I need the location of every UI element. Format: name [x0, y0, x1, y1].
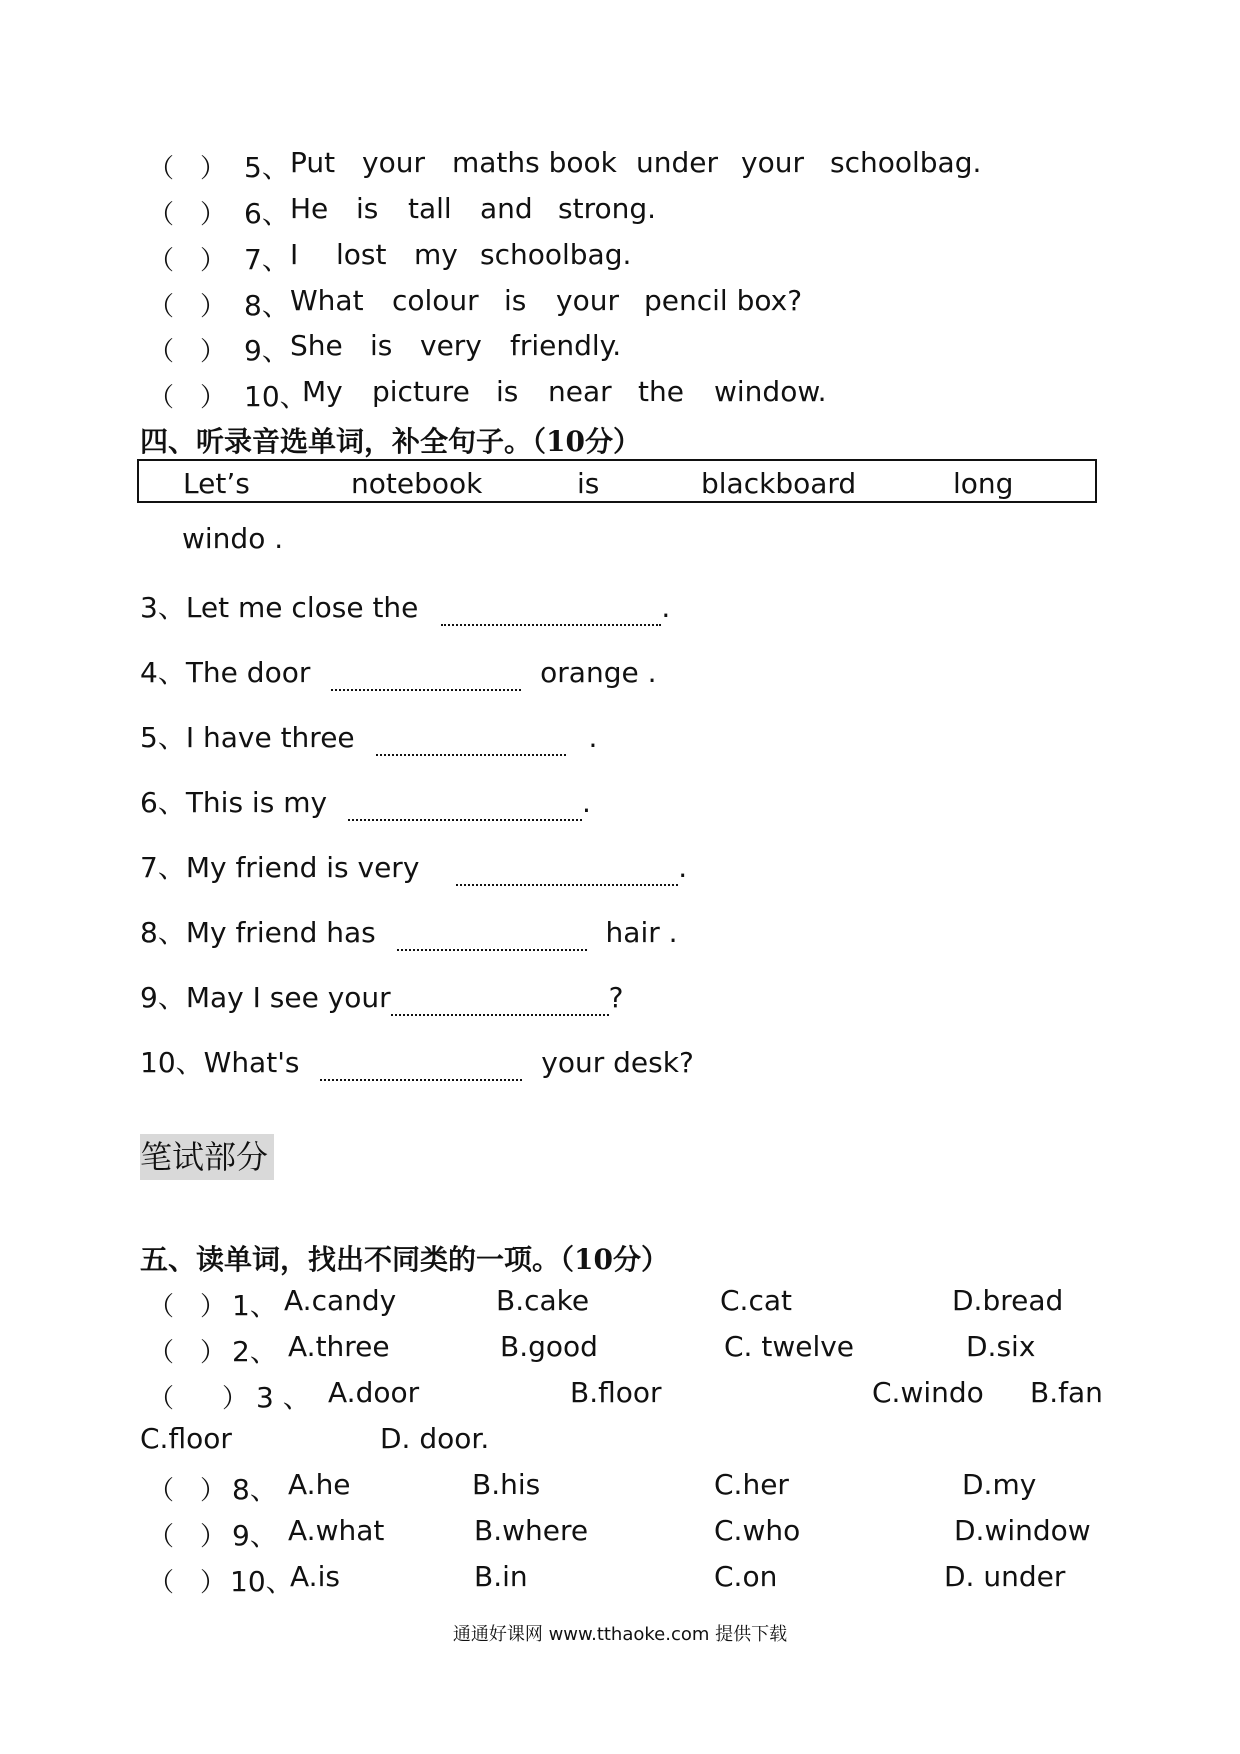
sentence-start: 6、This is my — [140, 786, 328, 819]
sentence-end: hair . — [605, 916, 678, 949]
sentence-end: ? — [608, 981, 624, 1014]
option: A.is — [290, 1560, 340, 1593]
option: B.fan — [1030, 1376, 1103, 1409]
word: under — [636, 146, 719, 179]
answer-paren-open: （ — [148, 337, 175, 367]
option: C.her — [714, 1468, 789, 1501]
sentence-end: your desk? — [541, 1046, 694, 1079]
written-section-label: 笔试部分 — [140, 1134, 274, 1180]
sentence-start: 9、May I see your — [140, 981, 391, 1014]
answer-paren-close: ） — [200, 292, 227, 322]
option: A.what — [288, 1514, 385, 1547]
answer-paren-close: ） — [200, 1522, 227, 1552]
word-bank-item: long — [953, 467, 1014, 500]
answer-paren-close: ） — [200, 383, 227, 413]
fill-sentence — [140, 781, 591, 821]
word: schoolbag. — [480, 238, 632, 271]
blank-line[interactable] — [376, 724, 566, 756]
word: I — [290, 238, 299, 271]
word: window. — [714, 375, 827, 408]
answer-paren-open: （ — [148, 383, 175, 413]
option: A.three — [288, 1330, 390, 1363]
sentence-start: 7、My friend is very — [140, 851, 420, 884]
answer-paren-close: ） — [200, 1568, 227, 1598]
option: B.cake — [496, 1284, 590, 1317]
item-number: 9、 — [232, 1519, 278, 1552]
answer-paren-open: （ — [148, 1292, 175, 1322]
choice-row — [0, 1560, 1240, 1600]
blank-line[interactable] — [456, 854, 678, 886]
answer-paren-open: （ — [148, 1522, 175, 1552]
answer-paren-close: ） — [222, 1384, 249, 1414]
answer-paren-open: （ — [148, 246, 175, 276]
item-number: 8、 — [244, 289, 290, 322]
blank-line[interactable] — [348, 789, 582, 821]
sentence-start: 8、My friend has — [140, 916, 376, 949]
word: pencil box? — [644, 284, 803, 317]
item-number: 10、 — [244, 380, 308, 413]
sentence-start: 3、Let me close the — [140, 591, 419, 624]
word-bank-overflow: windo . — [182, 522, 284, 555]
page-footer: 通通好课网 www.tthaoke.com 提供下载 — [452, 1624, 788, 1645]
sentence-end: . — [661, 591, 671, 624]
sentence-end: . — [581, 786, 591, 819]
word: He — [290, 192, 329, 225]
option: D. under — [944, 1560, 1066, 1593]
item-number: 7、 — [244, 243, 290, 276]
word: My — [302, 375, 343, 408]
choice-row — [0, 1284, 1240, 1324]
option: A.candy — [284, 1284, 397, 1317]
answer-paren-open: （ — [148, 154, 175, 184]
answer-paren-open: （ — [148, 1568, 175, 1598]
option: C.windo — [872, 1376, 984, 1409]
fill-sentence — [140, 976, 624, 1016]
blank-line[interactable] — [441, 594, 661, 626]
word: is — [496, 375, 519, 408]
sentence-end: orange . — [540, 656, 657, 689]
answer-paren-close: ） — [200, 337, 227, 367]
answer-paren-close: ） — [200, 1292, 227, 1322]
word: the — [638, 375, 684, 408]
option: A.he — [288, 1468, 351, 1501]
answer-paren-open: （ — [148, 1476, 175, 1506]
word: my — [414, 238, 458, 271]
word: your — [556, 284, 619, 317]
choice-row — [0, 1468, 1240, 1508]
word: tall — [408, 192, 452, 225]
word: colour — [392, 284, 479, 317]
word: is — [356, 192, 379, 225]
word: She — [290, 329, 343, 362]
part3-item — [0, 329, 1240, 369]
word: schoolbag. — [830, 146, 982, 179]
word: your — [741, 146, 804, 179]
word: strong. — [558, 192, 657, 225]
word: lost — [336, 238, 387, 271]
part3-item — [0, 238, 1240, 278]
answer-paren-open: （ — [148, 1384, 175, 1414]
choice-row — [0, 1330, 1240, 1370]
option: B.his — [472, 1468, 541, 1501]
fill-sentence — [140, 651, 657, 691]
word: your — [362, 146, 425, 179]
word-bank-item: Let’s — [183, 467, 250, 500]
option: B.floor — [570, 1376, 662, 1409]
option: C.cat — [720, 1284, 792, 1317]
word-bank-item: is — [577, 467, 600, 500]
part3-item — [0, 284, 1240, 324]
fill-sentence — [140, 911, 678, 951]
item-number: 2、 — [232, 1335, 278, 1368]
option: D. door. — [380, 1422, 490, 1455]
option: C. twelve — [724, 1330, 855, 1363]
choice-row — [0, 1422, 1240, 1462]
choice-row — [0, 1514, 1240, 1554]
sentence-end: . — [678, 851, 688, 884]
sentence-end: . — [588, 721, 598, 754]
word: near — [548, 375, 612, 408]
option: D.bread — [952, 1284, 1064, 1317]
part3-item — [0, 375, 1240, 415]
blank-line[interactable] — [391, 984, 609, 1016]
answer-paren-open: （ — [148, 1338, 175, 1368]
option: B.where — [474, 1514, 589, 1547]
word-bank-box — [137, 459, 1097, 503]
answer-paren-close: ） — [200, 1476, 227, 1506]
option: B.good — [500, 1330, 598, 1363]
word-bank-item: notebook — [351, 467, 483, 500]
word: friendly. — [510, 329, 622, 362]
word: Put — [290, 146, 336, 179]
part3-item — [0, 146, 1240, 186]
answer-paren-close: ） — [200, 1338, 227, 1368]
word: What — [290, 284, 364, 317]
fill-sentence — [140, 586, 670, 626]
word: maths book — [452, 146, 617, 179]
part4-heading: 四、听录音选单词，补全句子。（10分） — [140, 425, 641, 458]
item-number: 6、 — [244, 197, 290, 230]
option: D.six — [966, 1330, 1036, 1363]
option: D.window — [954, 1514, 1091, 1547]
blank-line[interactable] — [331, 659, 521, 691]
answer-paren-close: ） — [200, 200, 227, 230]
word: is — [504, 284, 527, 317]
part5-heading: 五、读单词，找出不同类的一项。（10分） — [140, 1243, 669, 1276]
word: and — [480, 192, 533, 225]
word: very — [420, 329, 482, 362]
item-number: 3 、 — [256, 1381, 311, 1414]
fill-sentence — [140, 1041, 694, 1081]
sentence-start: 10、What's — [140, 1046, 300, 1079]
option: B.in — [474, 1560, 528, 1593]
item-number: 1、 — [232, 1289, 278, 1322]
word-bank-item: blackboard — [701, 467, 857, 500]
answer-paren-close: ） — [200, 154, 227, 184]
option: D.my — [962, 1468, 1037, 1501]
option: C.on — [714, 1560, 778, 1593]
fill-sentence — [140, 846, 687, 886]
option: C.who — [714, 1514, 801, 1547]
answer-paren-open: （ — [148, 292, 175, 322]
answer-paren-close: ） — [200, 246, 227, 276]
choice-row — [0, 1376, 1240, 1416]
word: picture — [372, 375, 470, 408]
option: A.door — [328, 1376, 420, 1409]
blank-line[interactable] — [397, 919, 587, 951]
item-number: 10、 — [230, 1565, 294, 1598]
part3-item — [0, 192, 1240, 232]
blank-line[interactable] — [320, 1049, 522, 1081]
sentence-start: 5、I have three — [140, 721, 355, 754]
item-number: 5、 — [244, 151, 290, 184]
option: C.floor — [140, 1422, 232, 1455]
sentence-start: 4、The door — [140, 656, 311, 689]
fill-sentence — [140, 716, 597, 756]
item-number: 9、 — [244, 334, 290, 367]
answer-paren-open: （ — [148, 200, 175, 230]
item-number: 8、 — [232, 1473, 278, 1506]
word: is — [370, 329, 393, 362]
